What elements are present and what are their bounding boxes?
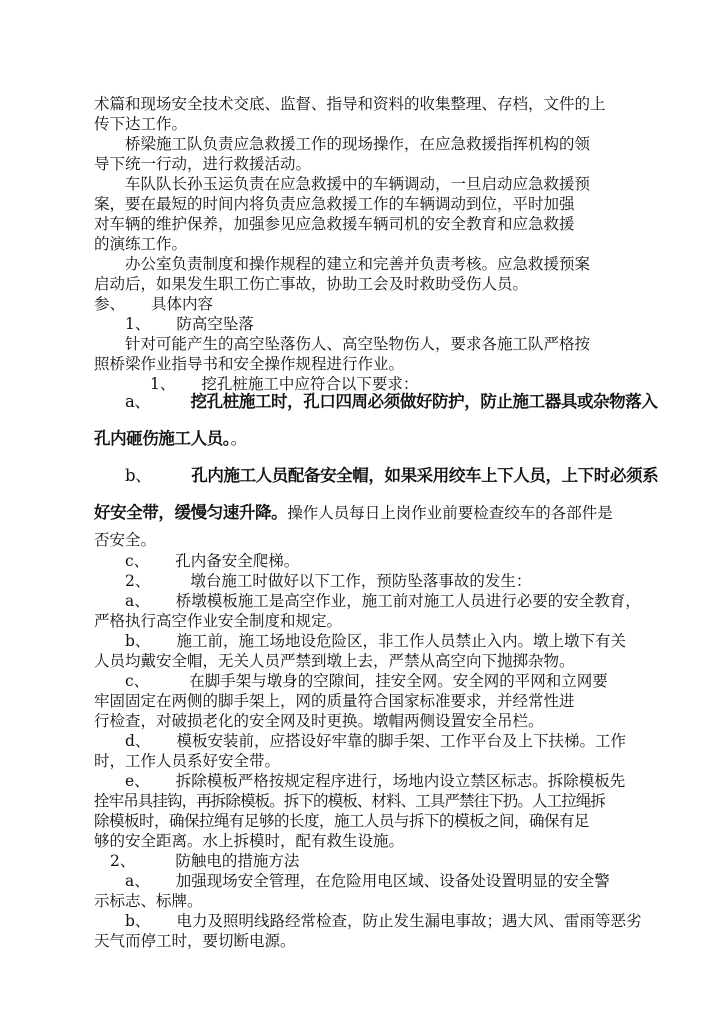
normal-text: 操作人员每日上岗作业前要检查绞车的各部件是 — [287, 504, 613, 522]
list-item — [125, 731, 685, 751]
item-label: b、 — [125, 912, 151, 930]
item-label: b、 — [125, 632, 151, 650]
text-line — [94, 501, 654, 525]
list-item-text: 拆除模板严格按规定程序进行，场地内设立禁区标志。拆除模板先 — [175, 772, 626, 790]
text-line: 针对可能产生的高空坠落伤人、高空坠物伤人，要求各施工队严格按 — [125, 335, 591, 353]
item-label: c、 — [125, 552, 150, 570]
list-item — [125, 911, 685, 931]
text-line: 导下统一行动，进行救援活动。 — [94, 155, 312, 173]
text-line: 传下达工作。 — [94, 115, 188, 133]
text-line: 天气而停工时，要切断电源。 — [94, 932, 296, 950]
list-item-text: 加强现场安全管理，在危险用电区域、设备处设置明显的安全警 — [175, 872, 610, 890]
text-line: 拴牢吊具挂钩，再拆除模板。拆下的模板、材料、工具严禁往下扔。人工拉绳拆 — [94, 792, 606, 810]
list-heading-text: 墩台施工时做好以下工作，预防坠落事故的发生： — [190, 572, 532, 590]
list-item — [125, 591, 685, 611]
item-label: e、 — [125, 772, 150, 790]
text-line: 时，工作人员系好安全带。 — [94, 752, 281, 770]
item-label: b、 — [125, 466, 152, 485]
text-line: 的演练工作。 — [94, 235, 188, 253]
list-item — [125, 551, 685, 571]
list-item-text: 挖孔桩施工时，孔口四周必须做好防护，防止施工器具或杂物落入 — [190, 392, 658, 411]
bold-text: 好安全带，缓慢匀速升降。 — [94, 503, 288, 522]
list-item — [125, 671, 685, 691]
list-item — [125, 631, 685, 651]
item-number: 2、 — [125, 572, 151, 590]
list-item — [125, 871, 685, 891]
text-line: 除模板时，确保拉绳有足够的长度，施工人员与拆下的模板之间，确保有足 — [94, 812, 590, 830]
subsection-heading — [110, 851, 670, 871]
text-line: 否安全。 — [94, 531, 157, 549]
list-item — [125, 771, 685, 791]
item-label: a、 — [125, 872, 150, 890]
list-item — [125, 464, 685, 488]
text-line: 人员均戴安全帽，无关人员严禁到墩上去，严禁从高空向下抛掷杂物。 — [94, 652, 575, 670]
text-line: 照桥梁作业指导书和安全操作规程进行作业。 — [94, 355, 405, 373]
item-label: d、 — [125, 732, 151, 750]
text-line: 够的安全距离。水上拆模时，配有救生设施。 — [94, 832, 405, 850]
list-item-text: 在脚手架与墩身的空隙间，挂安全网。安全网的平网和立网要 — [189, 672, 608, 690]
subsection-title: 防触电的措施方法 — [175, 852, 300, 870]
list-item-text: 孔内备安全爬梯。 — [175, 552, 300, 570]
list-item-text: 孔内砸伤施工人员。 — [94, 429, 231, 448]
section-heading — [94, 294, 654, 314]
subsection-title: 防高空坠落 — [176, 315, 254, 333]
item-number: 2、 — [110, 852, 136, 870]
text-line: 桥梁施工队负责应急救援工作的现场操作，在应急救援指挥机构的领 — [125, 135, 591, 153]
text-line: 术篇和现场安全技术交底、监督、指导和资料的收集整理、存档，文件的上 — [94, 95, 606, 113]
text-line: 对车辆的维护保养，加强参见应急救援车辆司机的安全教育和应急救援 — [94, 215, 575, 233]
list-item-text: 孔内施工人员配备安全帽，如果采用绞车上下人员，上下时必须系 — [191, 466, 659, 485]
subsection-heading — [125, 571, 685, 591]
text-line: 严格执行高空作业安全制度和规定。 — [94, 612, 343, 630]
text-line: 启动后，如果发生职工伤亡事故，协助工会及时救助受伤人员。 — [94, 275, 529, 293]
item-label: a、 — [125, 592, 150, 610]
text-line: 案，要在最短的时间内将负责应急救援工作的车辆调动到位，平时加强 — [94, 195, 575, 213]
text-line: 行检查，对破损老化的安全网及时更换。墩帽两侧设置安全吊栏。 — [94, 712, 544, 730]
item-label: c、 — [125, 672, 150, 690]
list-item-text: 电力及照明线路经常检查，防止发生漏电事故；遇大风、雷雨等恶劣 — [176, 912, 642, 930]
item-label: a、 — [125, 392, 151, 411]
text-line — [94, 427, 654, 451]
item-number: 1、 — [125, 315, 151, 333]
list-heading-text: 挖孔桩施工中应符合以下要求： — [201, 375, 419, 393]
list-item-text: 模板安装前，应搭设好牢靠的脚手架、工作平台及上下扶梯。工作 — [176, 732, 626, 750]
section-title: 具体内容 — [151, 295, 214, 313]
list-item-text: 桥墩模板施工是高空作业，施工前对施工人员进行必要的安全教育， — [175, 592, 641, 610]
text-line: 牢固固定在两侧的脚手架上，网的质量符合国家标准要求，并经常性进 — [94, 692, 575, 710]
list-item-text: 施工前，施工场地设危险区，非工作人员禁止入内。墩上墩下有关 — [176, 632, 626, 650]
text-line: 示标志、标牌。 — [94, 892, 203, 910]
list-item — [125, 390, 685, 414]
text-line: 车队队长孙玉运负责在应急救援中的车辆调动，一旦启动应急救援预 — [125, 175, 591, 193]
subsection-heading — [125, 314, 685, 334]
section-number: 参、 — [94, 295, 126, 313]
item-number: 1、 — [150, 375, 176, 393]
stray-mark: 。 — [230, 429, 247, 448]
text-line: 办公室负责制度和操作规程的建立和完善并负责考核。应急救援预案 — [125, 255, 591, 273]
